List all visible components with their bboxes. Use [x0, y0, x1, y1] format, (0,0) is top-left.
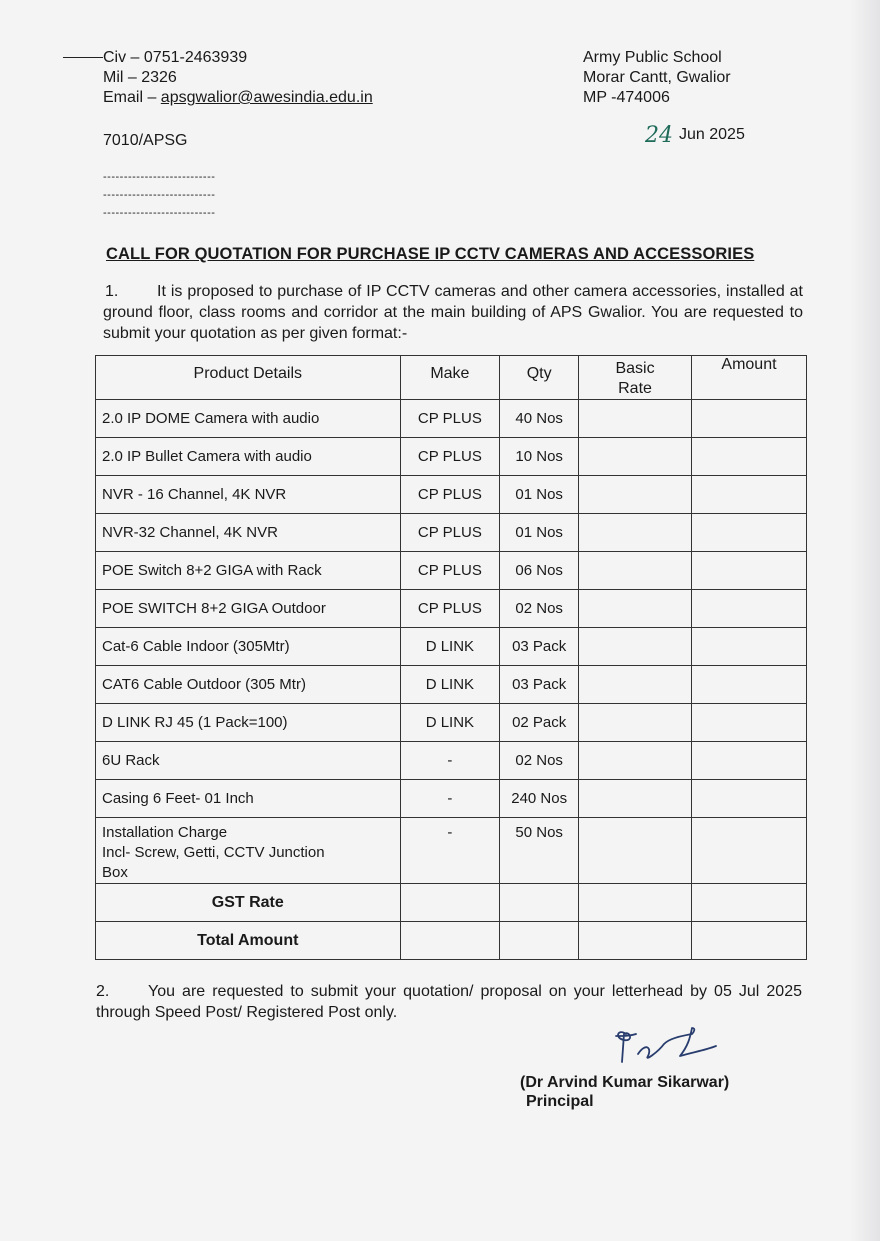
product-cell: [96, 818, 401, 884]
rate-cell: [579, 552, 692, 590]
leading-dash: [63, 57, 103, 58]
qty-cell: 03 Pack: [500, 666, 579, 704]
product-cell: POE Switch 8+2 GIGA with Rack: [96, 552, 401, 590]
make-cell: CP PLUS: [400, 438, 500, 476]
paragraph-1: [103, 281, 803, 344]
email-link[interactable]: apsgwalior@awesindia.edu.in: [160, 89, 373, 106]
amount-cell: [691, 514, 806, 552]
installation-line3: Box: [102, 864, 128, 881]
table-row: [96, 552, 807, 590]
gst-label: GST Rate: [96, 884, 401, 922]
qty-cell: 03 Pack: [500, 628, 579, 666]
quotation-table: [95, 355, 807, 960]
recipient-line: ---------------------------: [103, 171, 216, 183]
amount-cell: [691, 666, 806, 704]
rate-cell: [579, 704, 692, 742]
header-amount: Amount: [691, 356, 806, 400]
amount-cell: [691, 818, 806, 884]
amount-cell: [691, 704, 806, 742]
header-make: Make: [400, 356, 500, 400]
total-row: [96, 922, 807, 960]
make-cell: D LINK: [400, 628, 500, 666]
table-row: [96, 438, 807, 476]
mil-phone: Mil – 2326: [103, 69, 177, 86]
installation-line1: Installation Charge: [102, 824, 228, 841]
product-cell: NVR-32 Channel, 4K NVR: [96, 514, 401, 552]
principal-signature: [608, 1022, 718, 1072]
table-row: [96, 400, 807, 438]
qty-cell: 02 Nos: [500, 742, 579, 780]
qty-cell: 01 Nos: [500, 514, 579, 552]
amount-cell: [691, 552, 806, 590]
table-row: [96, 780, 807, 818]
qty-cell: 06 Nos: [500, 552, 579, 590]
paragraph-number: 1.: [105, 283, 119, 300]
total-amount-cell: [691, 922, 806, 960]
header-rate-line1: Basic: [615, 360, 655, 377]
product-cell: NVR - 16 Channel, 4K NVR: [96, 476, 401, 514]
product-cell: 2.0 IP DOME Camera with audio: [96, 400, 401, 438]
gst-row: [96, 884, 807, 922]
make-cell: D LINK: [400, 704, 500, 742]
amount-cell: [691, 476, 806, 514]
rate-cell: [579, 742, 692, 780]
product-cell: Casing 6 Feet- 01 Inch: [96, 780, 401, 818]
gst-make-cell: [400, 884, 500, 922]
school-address: Morar Cantt, Gwalior: [583, 69, 731, 86]
table-header-row: [96, 356, 807, 400]
recipient-line: ---------------------------: [103, 189, 216, 201]
make-cell: -: [400, 818, 500, 884]
product-cell: 2.0 IP Bullet Camera with audio: [96, 438, 401, 476]
qty-cell: 10 Nos: [500, 438, 579, 476]
qty-cell: 02 Nos: [500, 590, 579, 628]
rate-cell: [579, 514, 692, 552]
total-make-cell: [400, 922, 500, 960]
rate-cell: [579, 590, 692, 628]
make-cell: CP PLUS: [400, 476, 500, 514]
product-cell: 6U Rack: [96, 742, 401, 780]
table-row: [96, 590, 807, 628]
header-product: Product Details: [96, 356, 401, 400]
document-title: CALL FOR QUOTATION FOR PURCHASE IP CCTV CAMERAS AND ACCESSORIES: [106, 245, 755, 263]
header-basic-rate: [579, 356, 692, 400]
table-row: [96, 742, 807, 780]
installation-line2: Incl- Screw, Getti, CCTV Junction: [102, 844, 325, 861]
signatory-designation: Principal: [526, 1093, 594, 1110]
letter-date: [645, 125, 745, 146]
amount-cell: [691, 400, 806, 438]
qty-cell: 02 Pack: [500, 704, 579, 742]
qty-cell: 240 Nos: [500, 780, 579, 818]
school-address-block: [583, 48, 731, 108]
civ-phone: Civ – 0751-2463939: [103, 49, 248, 66]
make-cell: CP PLUS: [400, 590, 500, 628]
rate-cell: [579, 666, 692, 704]
paragraph-2: [96, 981, 802, 1023]
product-cell: CAT6 Cable Outdoor (305 Mtr): [96, 666, 401, 704]
table-row-installation: [96, 818, 807, 884]
rate-cell: [579, 476, 692, 514]
rate-cell: [579, 628, 692, 666]
total-rate-cell: [579, 922, 692, 960]
qty-cell: 50 Nos: [500, 818, 579, 884]
table-row: [96, 704, 807, 742]
qty-cell: 01 Nos: [500, 476, 579, 514]
product-cell: D LINK RJ 45 (1 Pack=100): [96, 704, 401, 742]
reference-number: 7010/APSG: [103, 132, 188, 149]
qty-cell: 40 Nos: [500, 400, 579, 438]
make-cell: -: [400, 742, 500, 780]
table-row: [96, 514, 807, 552]
header-qty: Qty: [500, 356, 579, 400]
table-row: [96, 666, 807, 704]
amount-cell: [691, 742, 806, 780]
total-label: Total Amount: [96, 922, 401, 960]
table-row: [96, 476, 807, 514]
rate-cell: [579, 818, 692, 884]
amount-cell: [691, 780, 806, 818]
school-state-pin: MP -474006: [583, 89, 670, 106]
recipient-line: ---------------------------: [103, 207, 216, 219]
make-cell: D LINK: [400, 666, 500, 704]
total-qty-cell: [500, 922, 579, 960]
make-cell: CP PLUS: [400, 552, 500, 590]
signatory-name: (Dr Arvind Kumar Sikarwar): [520, 1074, 730, 1091]
amount-cell: [691, 438, 806, 476]
rate-cell: [579, 400, 692, 438]
recipient-lines: [103, 168, 215, 222]
gst-amount-cell: [691, 884, 806, 922]
paragraph-text: It is proposed to purchase of IP CCTV cameras and other camera accessories, installed at ground floor, class rooms and corridor at the main building of APS Gwalior. You are requested to submit your quotation as per given format:-: [103, 283, 803, 342]
gst-rate-cell: [579, 884, 692, 922]
handwritten-date-day: 24: [645, 123, 673, 148]
rate-cell: [579, 780, 692, 818]
rate-cell: [579, 438, 692, 476]
table-row: [96, 628, 807, 666]
gst-qty-cell: [500, 884, 579, 922]
email-line: [103, 88, 373, 108]
paragraph-text: You are requested to submit your quotation/ proposal on your letterhead by 05 Jul 2025 through Speed Post/ Registered Post only.: [96, 983, 802, 1021]
amount-cell: [691, 628, 806, 666]
amount-cell: [691, 590, 806, 628]
paragraph-number: 2.: [96, 983, 110, 1000]
product-cell: Cat-6 Cable Indoor (305Mtr): [96, 628, 401, 666]
header-rate-line2: Rate: [618, 380, 652, 397]
make-cell: CP PLUS: [400, 514, 500, 552]
contact-block: [103, 48, 373, 108]
make-cell: -: [400, 780, 500, 818]
date-month-year: Jun 2025: [679, 126, 745, 143]
make-cell: CP PLUS: [400, 400, 500, 438]
email-label: Email –: [103, 89, 161, 106]
product-cell: POE SWITCH 8+2 GIGA Outdoor: [96, 590, 401, 628]
school-name: Army Public School: [583, 49, 722, 66]
